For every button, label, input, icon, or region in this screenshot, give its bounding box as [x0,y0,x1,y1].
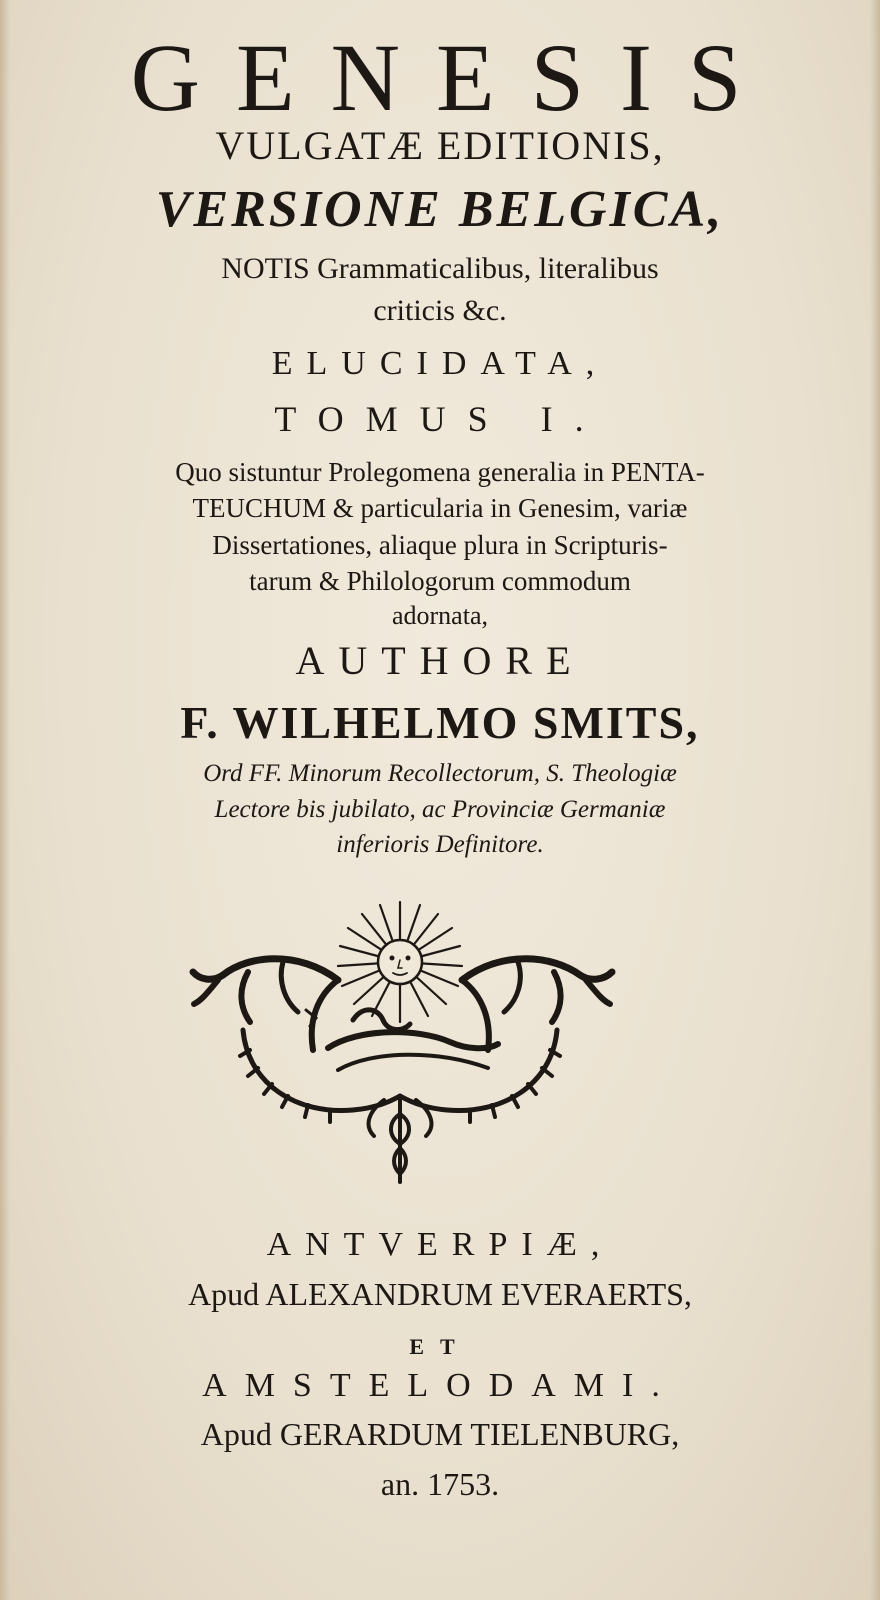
author-name: F. WILHELMO SMITS, [180,697,700,748]
description-line: Dissertationes, aliaque plura in Scripturis- [212,530,668,560]
description-line: tarum & Philologorum commodum [249,566,631,596]
imprint-city-1: ANTVERPIÆ, [266,1226,614,1263]
imprint-year: an. 1753. [380,1466,500,1502]
book-title: GENESIS [130,24,778,131]
subtitle-criticis: criticis &c. [373,294,507,327]
author-credential-line: inferioris Definitore. [336,831,544,858]
subtitle-versione: VERSIONE BELGICA, [155,181,725,238]
volume-label: TOMUS I. [274,399,606,439]
description-line: Quo sistuntur Prolegomena generalia in PENTA- [175,457,705,487]
sun-and-acanthus-vignette-icon [188,900,618,1190]
description-line: adornata, [391,601,488,630]
subtitle-vulgatae: VULGATÆ EDITIONIS, [215,123,665,168]
imprint-conjunction: ET [409,1334,471,1359]
description-line: TEUCHUM & particularia in Genesim, variæ [192,493,688,523]
subtitle-notis: NOTIS Grammaticalibus, literalibus [221,252,659,285]
subtitle-elucidata: ELUCIDATA, [271,345,609,382]
imprint-city-2: AMSTELODAMI. [202,1367,678,1404]
imprint-publisher-1: Apud ALEXANDRUM EVERAERTS, [188,1276,692,1312]
author-credential-line: Lectore bis jubilato, ac Provinciæ Germaniæ [214,796,666,823]
author-credential-line: Ord FF. Minorum Recollectorum, S. Theologiæ [203,760,677,787]
imprint-publisher-2: Apud GERARDUM TIELENBURG, [200,1416,680,1452]
authore-label: AUTHORE [295,638,585,683]
